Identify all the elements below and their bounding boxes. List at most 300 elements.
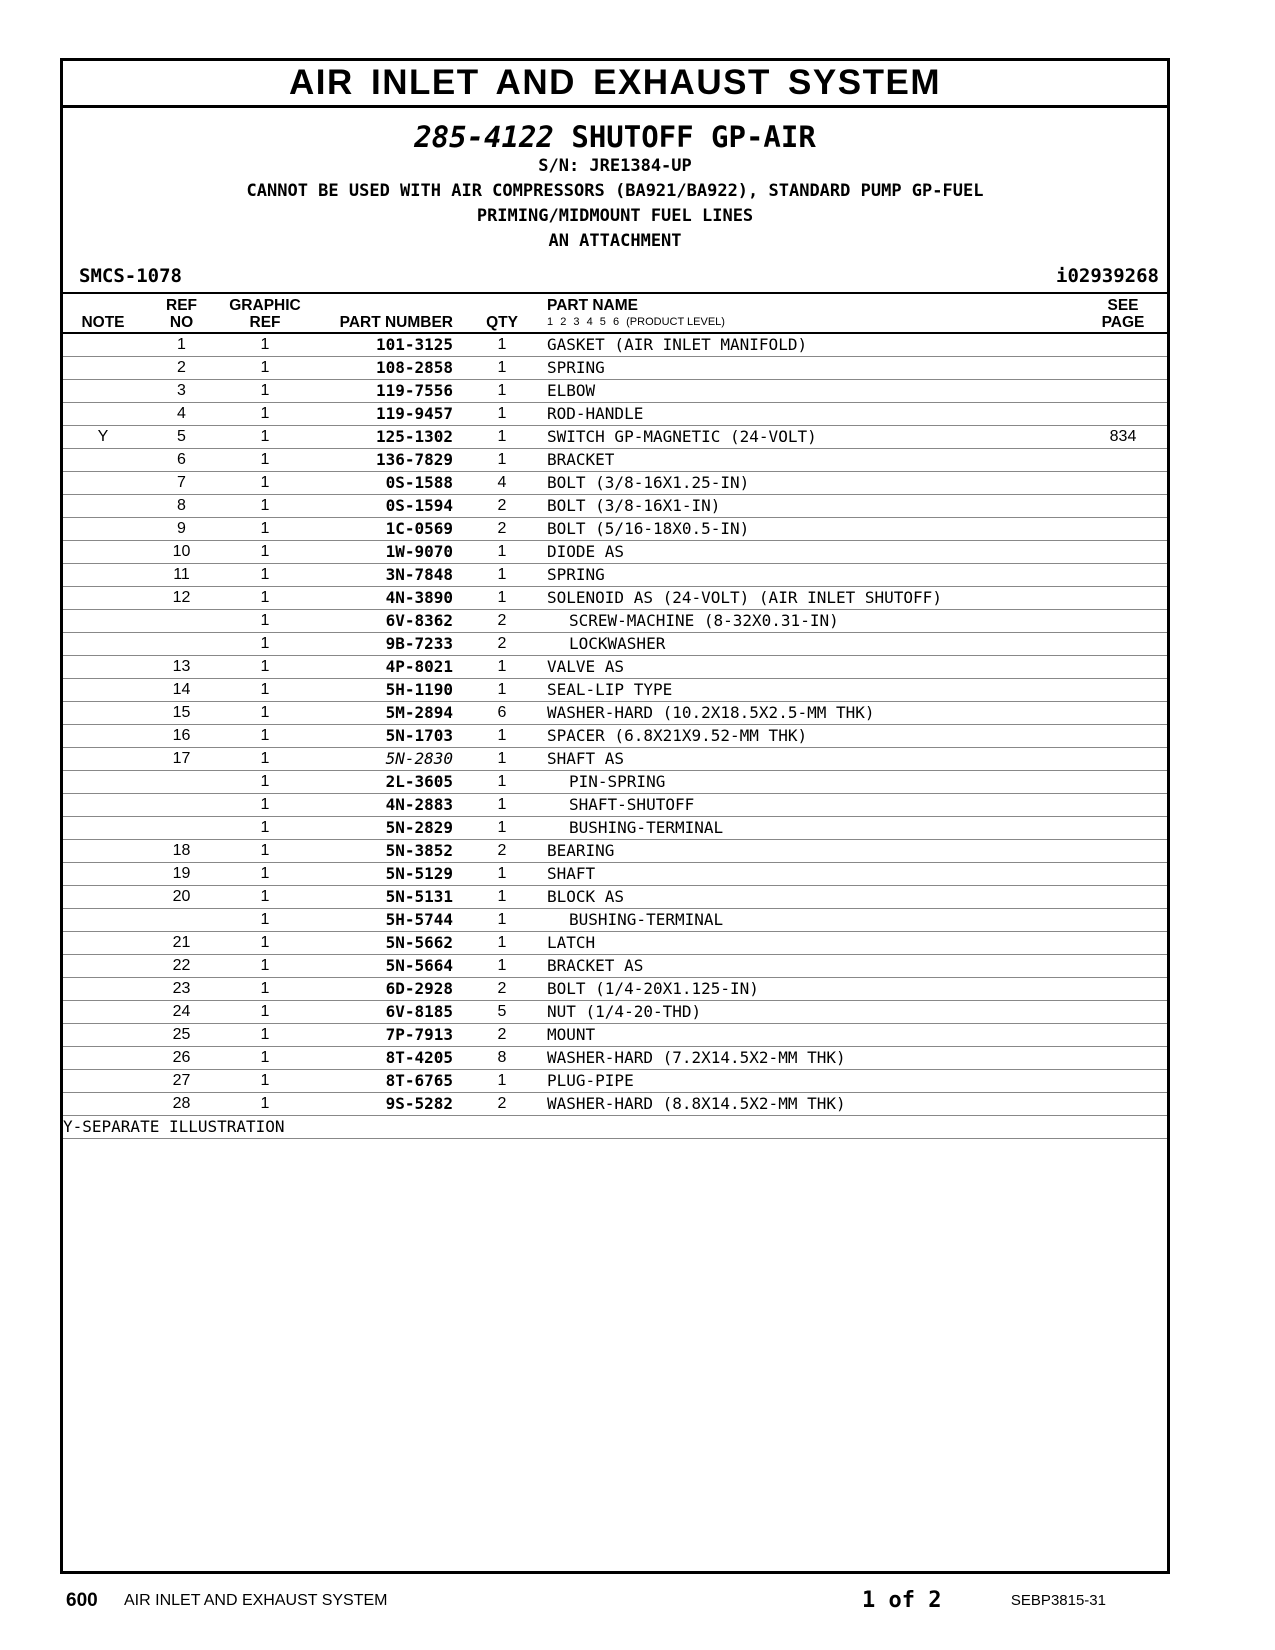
part-name: SWITCH GP-MAGNETIC (24-VOLT) [547,426,1079,449]
ref-number: 7 [143,472,220,495]
quantity: 1 [457,886,547,909]
part-number-link[interactable]: 5N-5662 [310,932,457,955]
part-number-link[interactable]: 8T-4205 [310,1047,457,1070]
see-page-link [1079,1093,1167,1116]
table-row [63,702,1167,725]
part-name: BEARING [547,840,1079,863]
see-page-link [1079,978,1167,1001]
table-row [63,1047,1167,1070]
part-name-text: PIN-SPRING [569,772,666,791]
table-row [63,771,1167,794]
ref-number [143,817,220,840]
quantity: 1 [457,955,547,978]
part-number-link[interactable]: 5N-3852 [310,840,457,863]
part-name: SHAFT AS [547,748,1079,771]
quantity: 1 [457,587,547,610]
part-name: SEAL-LIP TYPE [547,679,1079,702]
note-cell [63,886,143,909]
note-cell [63,380,143,403]
note-cell [63,357,143,380]
legend-row [63,1116,1167,1139]
part-name-text: SHAFT-SHUTOFF [569,795,695,814]
table-row [63,817,1167,840]
meta-row [63,262,1167,292]
group-header [63,120,1167,254]
table-row [63,403,1167,426]
graphic-ref: 1 [220,426,310,449]
see-page-link [1079,518,1167,541]
part-name: ROD-HANDLE [547,403,1079,426]
table-row [63,840,1167,863]
table-row [63,333,1167,357]
graphic-ref: 1 [220,863,310,886]
note-cell [63,771,143,794]
ref-number: 15 [143,702,220,725]
note-cell [63,1024,143,1047]
part-number-link[interactable]: 5H-5744 [310,909,457,932]
quantity: 4 [457,472,547,495]
see-page-link [1079,748,1167,771]
ref-number: 18 [143,840,220,863]
product-levels: 1 2 3 4 5 6 (PRODUCT LEVEL) [547,316,725,328]
part-number-link[interactable]: 5N-2830 [310,748,457,771]
graphic-ref: 1 [220,794,310,817]
group-note-1: CANNOT BE USED WITH AIR COMPRESSORS (BA921/BA922), STANDARD PUMP GP-FUEL [246,181,984,201]
part-name: GASKET (AIR INLET MANIFOLD) [547,333,1079,357]
ref-number: 24 [143,1001,220,1024]
note-cell [63,978,143,1001]
graphic-ref: 1 [220,357,310,380]
part-number-link[interactable]: 136-7829 [310,449,457,472]
see-page-link [1079,955,1167,978]
col-graphic-ref: GRAPHIC REF [220,294,310,333]
part-number-link[interactable]: 6D-2928 [310,978,457,1001]
ref-number: 14 [143,679,220,702]
see-page-link [1079,357,1167,380]
quantity: 1 [457,909,547,932]
parts-table-body [63,333,1167,1139]
quantity: 1 [457,426,547,449]
ref-number: 5 [143,426,220,449]
see-page-link [1079,633,1167,656]
see-page-link [1079,333,1167,357]
table-row [63,426,1167,449]
col-see-page: SEE PAGE [1079,294,1167,333]
note-cell [63,449,143,472]
ref-number [143,610,220,633]
note-cell [63,495,143,518]
see-page-link [1079,909,1167,932]
part-name-text: LOCKWASHER [569,634,666,653]
table-row [63,978,1167,1001]
graphic-ref: 1 [220,333,310,357]
part-name: SPRING [547,357,1079,380]
note-cell [63,333,143,357]
see-page-link [1079,1001,1167,1024]
see-page-link [1079,817,1167,840]
quantity: 2 [457,495,547,518]
part-name-text: BUSHING-TERMINAL [569,910,724,929]
part-number-link[interactable]: 7P-7913 [310,1024,457,1047]
note-cell [63,702,143,725]
graphic-ref: 1 [220,541,310,564]
parts-table [63,294,1167,1139]
table-row [63,495,1167,518]
ref-number: 21 [143,932,220,955]
see-page-link [1079,1047,1167,1070]
graphic-ref: 1 [220,748,310,771]
part-name: SPRING [547,564,1079,587]
part-number-link[interactable]: 119-7556 [310,380,457,403]
part-number-link[interactable]: 125-1302 [310,426,457,449]
quantity: 1 [457,541,547,564]
quantity: 1 [457,380,547,403]
ref-number: 19 [143,863,220,886]
quantity: 2 [457,633,547,656]
part-name: SHAFT [547,863,1079,886]
graphic-ref: 1 [220,380,310,403]
graphic-ref: 1 [220,840,310,863]
note-cell [63,679,143,702]
part-name: MOUNT [547,1024,1079,1047]
part-number-link[interactable]: 5N-5131 [310,886,457,909]
ref-number: 6 [143,449,220,472]
quantity: 1 [457,817,547,840]
group-note-3: AN ATTACHMENT [548,231,682,251]
part-name: SOLENOID AS (24-VOLT) (AIR INLET SHUTOFF) [547,587,1079,610]
table-row [63,564,1167,587]
part-name-text: BUSHING-TERMINAL [569,818,724,837]
group-title [63,120,1167,154]
table-header-row [63,294,1167,333]
part-name: BRACKET AS [547,955,1079,978]
see-page-link [1079,794,1167,817]
ref-number: 28 [143,1093,220,1116]
part-number-link[interactable]: 4N-2883 [310,794,457,817]
table-row [63,656,1167,679]
quantity: 1 [457,656,547,679]
part-name [547,633,1079,656]
note-cell [63,1093,143,1116]
table-row [63,1024,1167,1047]
smcs-code: SMCS-1078 [79,265,182,287]
ref-number [143,771,220,794]
see-page-link[interactable]: 834 [1079,426,1167,449]
note-cell [63,472,143,495]
part-name: BOLT (3/8-16X1.25-IN) [547,472,1079,495]
see-page-link [1079,541,1167,564]
note-cell [63,656,143,679]
part-name [547,817,1079,840]
table-row [63,1093,1167,1116]
group-note-2: PRIMING/MIDMOUNT FUEL LINES [476,206,754,226]
ref-number: 3 [143,380,220,403]
note-cell [63,817,143,840]
document-id: i02939268 [1056,265,1159,287]
graphic-ref: 1 [220,1070,310,1093]
quantity: 1 [457,1070,547,1093]
graphic-ref: 1 [220,518,310,541]
ref-number [143,794,220,817]
ref-number: 13 [143,656,220,679]
graphic-ref: 1 [220,955,310,978]
quantity: 5 [457,1001,547,1024]
see-page-link [1079,610,1167,633]
graphic-ref: 1 [220,656,310,679]
note-cell [63,909,143,932]
table-row [63,794,1167,817]
group-part-number[interactable]: 285-4122 [414,120,554,154]
quantity: 2 [457,978,547,1001]
see-page-link [1079,863,1167,886]
ref-number [143,909,220,932]
see-page-link [1079,564,1167,587]
part-name: SPACER (6.8X21X9.52-MM THK) [547,725,1079,748]
serial-number: S/N: JRE1384-UP [538,156,692,176]
part-name: WASHER-HARD (10.2X18.5X2.5-MM THK) [547,702,1079,725]
col-qty: QTY [457,294,547,333]
graphic-ref: 1 [220,449,310,472]
ref-number [143,633,220,656]
ref-number: 26 [143,1047,220,1070]
part-number-link[interactable]: 5H-1190 [310,679,457,702]
table-row [63,909,1167,932]
quantity: 1 [457,771,547,794]
part-name: LATCH [547,932,1079,955]
part-name: WASHER-HARD (7.2X14.5X2-MM THK) [547,1047,1079,1070]
group-name: SHUTOFF GP-AIR [571,120,816,154]
quantity: 6 [457,702,547,725]
part-name [547,794,1079,817]
ref-number: 10 [143,541,220,564]
see-page-link [1079,932,1167,955]
part-number-link[interactable]: 5M-2894 [310,702,457,725]
separate-illustration-legend: Y-SEPARATE ILLUSTRATION [63,1116,1167,1139]
note-cell [63,587,143,610]
col-part-name: PART NAME 1 2 3 4 5 6 (PRODUCT LEVEL) [547,294,1079,333]
note-cell: Y [63,426,143,449]
note-cell [63,1047,143,1070]
quantity: 2 [457,1093,547,1116]
part-number-link[interactable]: 9S-5282 [310,1093,457,1116]
see-page-link [1079,702,1167,725]
ref-number: 25 [143,1024,220,1047]
graphic-ref: 1 [220,978,310,1001]
table-row [63,886,1167,909]
see-page-link [1079,725,1167,748]
quantity: 2 [457,1024,547,1047]
ref-number: 12 [143,587,220,610]
quantity: 1 [457,863,547,886]
note-cell [63,403,143,426]
table-row [63,633,1167,656]
table-row [63,725,1167,748]
ref-number: 8 [143,495,220,518]
page-frame [60,58,1170,1574]
see-page-link [1079,472,1167,495]
section-title: AIR INLET AND EXHAUST SYSTEM [63,61,1167,108]
note-cell [63,564,143,587]
part-number-link[interactable]: 0S-1594 [310,495,457,518]
quantity: 1 [457,403,547,426]
see-page-link [1079,840,1167,863]
quantity: 1 [457,679,547,702]
see-page-link [1079,449,1167,472]
part-name: BRACKET [547,449,1079,472]
graphic-ref: 1 [220,817,310,840]
note-cell [63,633,143,656]
graphic-ref: 1 [220,633,310,656]
ref-number: 22 [143,955,220,978]
ref-number: 27 [143,1070,220,1093]
ref-number: 17 [143,748,220,771]
graphic-ref: 1 [220,1024,310,1047]
graphic-ref: 1 [220,1001,310,1024]
quantity: 1 [457,564,547,587]
ref-number: 1 [143,333,220,357]
note-cell [63,863,143,886]
part-number-link[interactable]: 5N-5129 [310,863,457,886]
part-name: BLOCK AS [547,886,1079,909]
table-row [63,679,1167,702]
part-number-link[interactable]: 4P-8021 [310,656,457,679]
see-page-link [1079,495,1167,518]
table-row [63,449,1167,472]
note-cell [63,541,143,564]
part-number-link[interactable]: 3N-7848 [310,564,457,587]
col-part-number: PART NUMBER [310,294,457,333]
part-number-link[interactable]: 6V-8362 [310,610,457,633]
graphic-ref: 1 [220,1047,310,1070]
table-row [63,380,1167,403]
see-page-link [1079,886,1167,909]
col-note: NOTE [63,294,143,333]
part-number-link[interactable]: 8T-6765 [310,1070,457,1093]
see-page-link [1079,656,1167,679]
see-page-link [1079,1024,1167,1047]
part-number-link[interactable]: 1C-0569 [310,518,457,541]
quantity: 8 [457,1047,547,1070]
note-cell [63,932,143,955]
table-row [63,541,1167,564]
note-cell [63,1001,143,1024]
ref-number: 23 [143,978,220,1001]
note-cell [63,748,143,771]
part-name [547,909,1079,932]
graphic-ref: 1 [220,725,310,748]
footer-page-number: 600 [66,1590,98,1611]
ref-number: 9 [143,518,220,541]
part-number-link[interactable]: 101-3125 [310,333,457,357]
graphic-ref: 1 [220,564,310,587]
graphic-ref: 1 [220,771,310,794]
table-row [63,610,1167,633]
quantity: 2 [457,518,547,541]
table-row [63,1001,1167,1024]
quantity: 1 [457,794,547,817]
quantity: 2 [457,840,547,863]
graphic-ref: 1 [220,1093,310,1116]
table-row [63,518,1167,541]
footer-system: AIR INLET AND EXHAUST SYSTEM [124,1592,388,1609]
part-number-link[interactable]: 5N-2829 [310,817,457,840]
part-number-link[interactable]: 5N-1703 [310,725,457,748]
graphic-ref: 1 [220,932,310,955]
note-cell [63,725,143,748]
ref-number: 4 [143,403,220,426]
ref-number: 2 [143,357,220,380]
part-name: BOLT (1/4-20X1.125-IN) [547,978,1079,1001]
graphic-ref: 1 [220,610,310,633]
quantity: 1 [457,932,547,955]
part-name [547,771,1079,794]
see-page-link [1079,587,1167,610]
table-row [63,587,1167,610]
quantity: 1 [457,725,547,748]
note-cell [63,840,143,863]
footer-page-count: 1 of 2 [862,1588,942,1613]
part-name: PLUG-PIPE [547,1070,1079,1093]
graphic-ref: 1 [220,495,310,518]
part-number-link[interactable]: 2L-3605 [310,771,457,794]
graphic-ref: 1 [220,403,310,426]
part-name: DIODE AS [547,541,1079,564]
part-number-link[interactable]: 0S-1588 [310,472,457,495]
graphic-ref: 1 [220,472,310,495]
see-page-link [1079,1070,1167,1093]
part-number-link[interactable]: 6V-8185 [310,1001,457,1024]
ref-number: 11 [143,564,220,587]
part-number-link[interactable]: 1W-9070 [310,541,457,564]
part-name: WASHER-HARD (8.8X14.5X2-MM THK) [547,1093,1079,1116]
quantity: 1 [457,357,547,380]
note-cell [63,794,143,817]
part-name: NUT (1/4-20-THD) [547,1001,1079,1024]
part-number-link[interactable]: 119-9457 [310,403,457,426]
graphic-ref: 1 [220,909,310,932]
graphic-ref: 1 [220,702,310,725]
part-name: ELBOW [547,380,1079,403]
part-number-link[interactable]: 108-2858 [310,357,457,380]
quantity: 1 [457,748,547,771]
note-cell [63,518,143,541]
note-cell [63,1070,143,1093]
table-row [63,932,1167,955]
part-number-link[interactable]: 4N-3890 [310,587,457,610]
part-name: VALVE AS [547,656,1079,679]
table-row [63,748,1167,771]
ref-number: 20 [143,886,220,909]
part-name: BOLT (3/8-16X1-IN) [547,495,1079,518]
part-name-text: SCREW-MACHINE (8-32X0.31-IN) [569,611,839,630]
see-page-link [1079,403,1167,426]
graphic-ref: 1 [220,886,310,909]
part-name [547,610,1079,633]
graphic-ref: 1 [220,679,310,702]
table-row [63,472,1167,495]
part-number-link[interactable]: 9B-7233 [310,633,457,656]
page-footer [66,1588,1106,1618]
graphic-ref: 1 [220,587,310,610]
quantity: 1 [457,333,547,357]
table-row [63,955,1167,978]
table-row [63,863,1167,886]
see-page-link [1079,380,1167,403]
quantity: 1 [457,449,547,472]
part-number-link[interactable]: 5N-5664 [310,955,457,978]
see-page-link [1079,771,1167,794]
footer-document-number: SEBP3815-31 [1010,1592,1106,1609]
